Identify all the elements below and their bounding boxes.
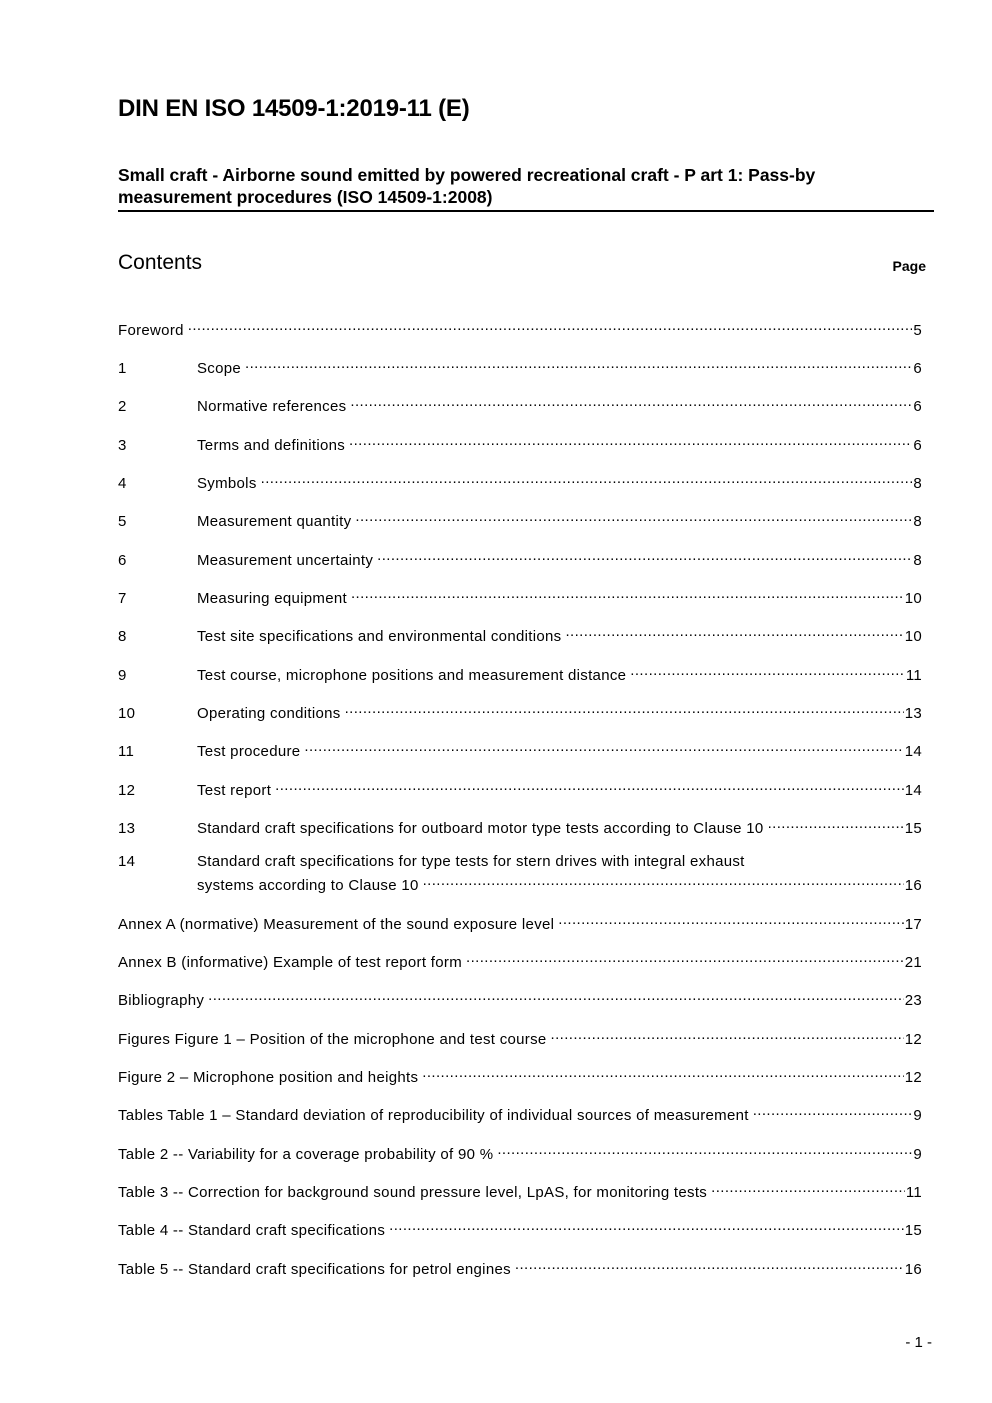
toc-leader-dots [345, 699, 904, 718]
toc-entry-title: systems according to Clause 10 [197, 877, 419, 894]
toc-entry-title: Measurement uncertainty [197, 552, 374, 569]
toc-leader-dots [768, 814, 904, 833]
toc-entry-page: 9 [913, 1146, 922, 1163]
toc-leader-dots [350, 392, 912, 411]
toc-entry-title: Normative references [197, 398, 347, 415]
toc-entry[interactable] [118, 1255, 922, 1279]
toc-entry-number: 14 [118, 853, 136, 870]
toc-entry-title: Annex B (informative) Example of test report form [118, 954, 462, 971]
toc-entry-page: 5 [913, 322, 922, 339]
toc-entry[interactable] [118, 852, 922, 895]
toc-entry-number: 11 [118, 743, 135, 760]
toc-entry-number: 3 [118, 437, 127, 454]
toc-entry[interactable] [118, 986, 922, 1010]
toc-leader-dots [423, 871, 904, 890]
toc-leader-dots [208, 986, 904, 1005]
toc-entry[interactable] [118, 507, 922, 531]
page-number: - 1 - [905, 1334, 932, 1351]
toc-leader-dots [711, 1178, 905, 1197]
toc-leader-dots [304, 737, 903, 756]
toc-entry-page: 10 [904, 590, 922, 607]
toc-entry-title: Symbols [197, 475, 257, 492]
toc-entry-title: Annex A (normative) Measurement of the sound exposure level [118, 916, 555, 933]
toc-entry-title: Test procedure [197, 743, 301, 760]
toc-entry-title: Figures Figure 1 – Position of the microphone and test course [118, 1031, 547, 1048]
toc-entry-number: 6 [118, 552, 127, 569]
toc-entry-page: 9 [913, 1107, 922, 1124]
toc-entry-title: Foreword [118, 322, 184, 339]
toc-entry[interactable] [118, 469, 922, 493]
toc-entry-page: 15 [904, 1222, 922, 1239]
toc-entry-title: Table 3 -- Correction for background sound pressure level, LpAS, for monitoring tests [118, 1184, 708, 1201]
toc-entry-title: Tables Table 1 – Standard deviation of reproducibility of individual sources of measurement [118, 1107, 749, 1124]
toc-entry-page: 16 [904, 877, 922, 894]
toc-entry[interactable] [118, 392, 922, 416]
toc-entry[interactable] [118, 661, 922, 685]
toc-entry-page: 8 [913, 513, 922, 530]
toc-leader-dots [551, 1025, 904, 1044]
toc-entry[interactable] [118, 354, 922, 378]
toc-entry-page: 14 [904, 782, 922, 799]
toc-entry-page: 6 [913, 360, 922, 377]
toc-leader-dots [753, 1101, 913, 1120]
toc-entry[interactable] [118, 699, 922, 723]
toc-entry-number: 12 [118, 782, 136, 799]
toc-entry-title: Standard craft specifications for outboard motor type tests according to Clause 10 [197, 820, 764, 837]
toc-entry-number: 2 [118, 398, 127, 415]
toc-leader-dots [245, 354, 912, 373]
toc-entry-page: 11 [905, 1184, 922, 1201]
toc-entry[interactable] [118, 814, 922, 838]
toc-entry[interactable] [118, 316, 922, 340]
toc-entry-title: Test site specifications and environmental conditions [197, 628, 562, 645]
toc-leader-dots [261, 469, 913, 488]
toc-leader-dots [351, 584, 904, 603]
toc-entry[interactable] [118, 431, 922, 455]
header-divider [118, 210, 934, 212]
document-subtitle: Small craft - Airborne sound emitted by powered recreational craft - P art 1: Pass-by measurement procedures (ISO 14509-1:2008) [118, 165, 816, 207]
toc-entry-page: 17 [904, 916, 922, 933]
toc-leader-dots [377, 546, 912, 565]
toc-entry-page: 21 [904, 954, 922, 971]
toc-entry-page: 6 [913, 437, 922, 454]
toc-leader-dots [389, 1216, 904, 1235]
toc-entry-number: 5 [118, 513, 127, 530]
toc-entry[interactable] [118, 546, 922, 570]
toc-leader-dots [188, 316, 913, 335]
toc-leader-dots [349, 431, 912, 450]
toc-entry-page: 8 [913, 475, 922, 492]
toc-entry-page: 12 [904, 1069, 922, 1086]
toc-leader-dots [558, 910, 903, 929]
toc-leader-dots [422, 1063, 903, 1082]
toc-entry-page: 11 [905, 667, 922, 684]
toc-entry-title: Scope [197, 360, 242, 377]
toc-entry-number: 7 [118, 590, 127, 607]
toc-entry-page: 13 [904, 705, 922, 722]
toc-entry-page: 8 [913, 552, 922, 569]
toc-entry-title: Operating conditions [197, 705, 341, 722]
toc-entry-page: 6 [913, 398, 922, 415]
toc-entry-title: Test report [197, 782, 272, 799]
toc-entry-number: 13 [118, 820, 136, 837]
toc-entry[interactable] [118, 1178, 922, 1202]
toc-entry-number: 9 [118, 667, 127, 684]
toc-entry[interactable] [118, 584, 922, 608]
toc-leader-dots [275, 776, 904, 795]
toc-entry-title: Measuring equipment [197, 590, 347, 607]
toc-leader-dots [466, 948, 904, 967]
toc-entry-number: 10 [118, 705, 136, 722]
toc-entry-number: 8 [118, 628, 127, 645]
toc-entry[interactable] [118, 1063, 922, 1087]
toc-leader-dots [565, 622, 903, 641]
toc-leader-dots [515, 1255, 904, 1274]
toc-entry-page: 14 [904, 743, 922, 760]
toc-entry[interactable] [118, 737, 922, 761]
toc-leader-dots [497, 1140, 912, 1159]
page-column-label: Page [892, 258, 926, 274]
toc-entry-title-line1: Standard craft specifications for type tests for stern drives with integral exhaust [197, 853, 745, 870]
toc-entry-title: Table 2 -- Variability for a coverage probability of 90 % [118, 1146, 494, 1163]
toc-entry-title: Table 4 -- Standard craft specifications [118, 1222, 386, 1239]
toc-entry[interactable] [118, 622, 922, 646]
toc-entry-title: Bibliography [118, 992, 205, 1009]
toc-entry-page: 16 [904, 1261, 922, 1278]
document-title: DIN EN ISO 14509-1:2019-11 (E) [118, 95, 470, 122]
toc-entry-number: 1 [118, 360, 127, 377]
toc-leader-dots [630, 661, 905, 680]
toc-entry-title: Table 5 -- Standard craft specifications for petrol engines [118, 1261, 511, 1278]
toc-entry[interactable] [118, 948, 922, 972]
toc-entry-page: 15 [904, 820, 922, 837]
toc-entry-title: Measurement quantity [197, 513, 352, 530]
toc-entry[interactable] [118, 1140, 922, 1164]
toc-entry[interactable] [118, 1216, 922, 1240]
toc-entry[interactable] [118, 776, 922, 800]
toc-entry-title: Figure 2 – Microphone position and heights [118, 1069, 419, 1086]
toc-entry-page: 23 [904, 992, 922, 1009]
toc-entry-title: Terms and definitions [197, 437, 346, 454]
toc-leader-dots [355, 507, 912, 526]
toc-entry-page: 10 [904, 628, 922, 645]
toc-entry-page: 12 [904, 1031, 922, 1048]
toc-entry[interactable] [118, 1025, 922, 1049]
toc-entry[interactable] [118, 1101, 922, 1125]
toc-entry-title: Test course, microphone positions and measurement distance [197, 667, 627, 684]
contents-heading: Contents [118, 251, 203, 274]
toc-entry[interactable] [118, 910, 922, 934]
toc-entry-number: 4 [118, 475, 127, 492]
